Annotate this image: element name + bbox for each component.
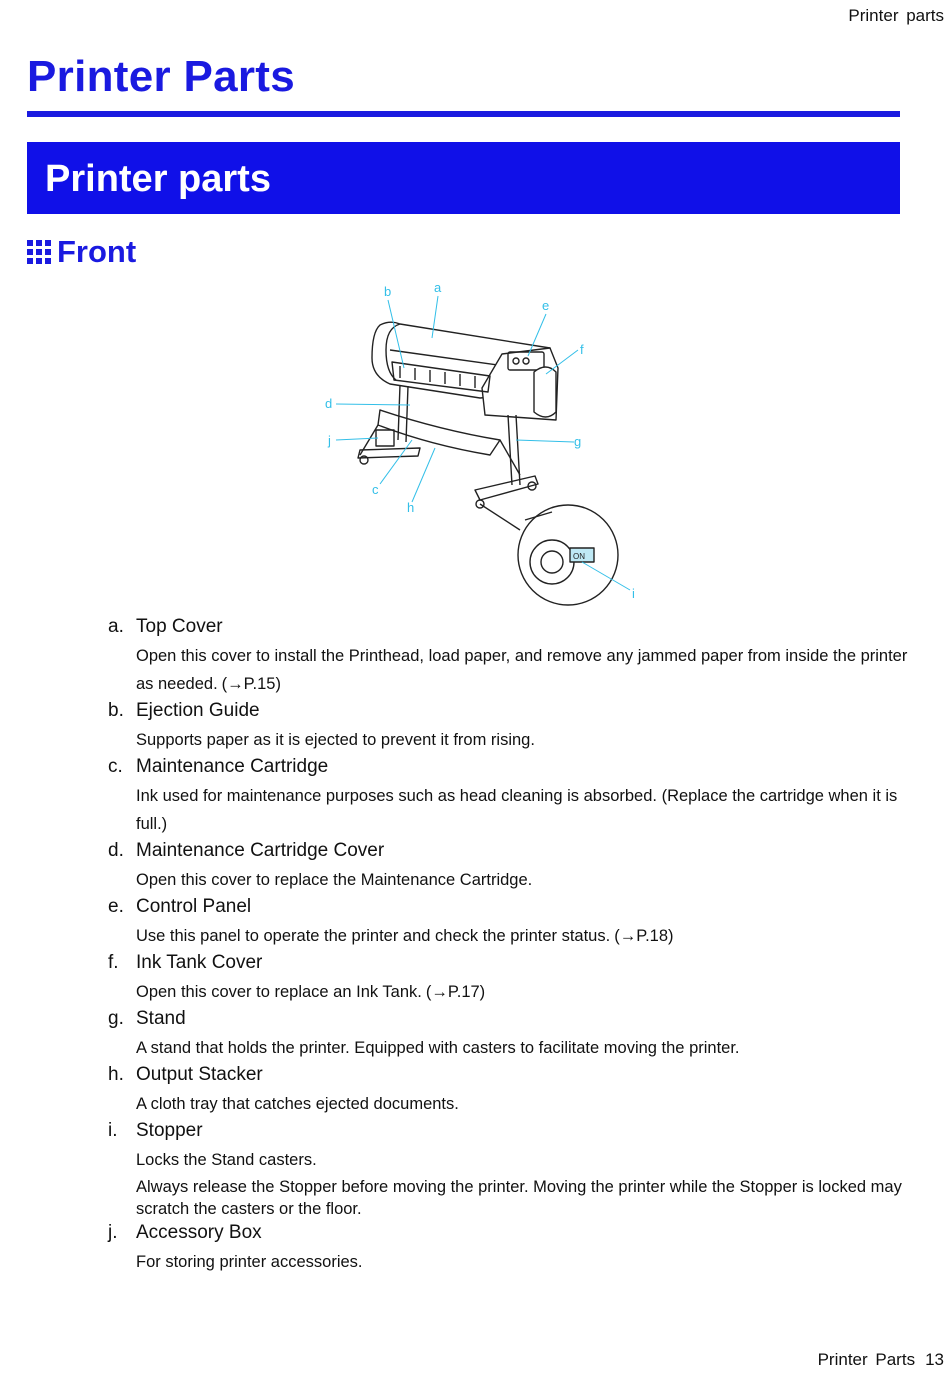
part-note: Always release the Stopper before moving the printer. Moving the printer while the Stopper is locked may scratch the casters or the floor. <box>136 1178 902 1218</box>
part-description: A cloth tray that catches ejected documents. <box>136 1095 459 1113</box>
part-description: For storing printer accessories. <box>136 1253 363 1271</box>
section-title: Printer parts <box>45 158 271 200</box>
section-band <box>27 142 900 214</box>
running-header: Printer parts <box>848 6 944 25</box>
page-reference-link[interactable]: (→P.17) <box>425 983 486 1001</box>
page-number: 13 <box>925 1350 944 1369</box>
part-description: Ink used for maintenance purposes such as head cleaning is absorbed. (Replace the cartridge when it is full.) <box>136 787 898 833</box>
part-name: Accessory Box <box>136 1222 262 1243</box>
part-description: Use this panel to operate the printer and check the printer status. (→P.18) <box>136 927 674 945</box>
part-name: Output Stacker <box>136 1064 263 1085</box>
callout-e: e <box>542 298 550 313</box>
page-reference-link[interactable]: (→P.15) <box>221 675 281 693</box>
part-name: Stand <box>136 1008 186 1029</box>
printer-front-illustration <box>320 280 650 610</box>
page-reference-link[interactable]: (→P.18) <box>614 927 674 945</box>
callout-b: b <box>384 284 392 299</box>
list-item: b. Ejection Guide Supports paper as it is ejected to prevent it from rising. <box>108 698 908 754</box>
subsection-title: Front <box>57 234 137 269</box>
callout-c: c <box>372 482 379 497</box>
callout-a: a <box>434 280 442 295</box>
list-item: i. Stopper Locks the Stand casters. Always release the Stopper before moving the printer. Moving the printer while the Stopper is locked may scratch the casters or the floor. <box>108 1118 908 1220</box>
callout-h: h <box>407 500 415 515</box>
callout-g: g <box>574 434 582 449</box>
part-name: Maintenance Cartridge <box>136 756 329 777</box>
grid-icon <box>27 240 51 264</box>
list-item: g. Stand A stand that holds the printer. Equipped with casters to facilitate moving the printer. <box>108 1006 908 1062</box>
part-description: Open this cover to replace an Ink Tank. (→P.17) <box>136 983 486 1001</box>
running-footer <box>818 1350 944 1370</box>
part-description: Locks the Stand casters. <box>136 1151 317 1169</box>
title-rule <box>27 111 900 117</box>
list-item: h. Output Stacker A cloth tray that catches ejected documents. <box>108 1062 908 1118</box>
part-description: A stand that holds the printer. Equipped with casters to facilitate moving the printer. <box>136 1039 740 1057</box>
stopper-on-label: ON <box>573 552 585 561</box>
footer-section: Printer Parts <box>817 1350 916 1369</box>
list-item: e. Control Panel Use this panel to operate the printer and check the printer status. (→P.18) <box>108 894 908 950</box>
callout-d: d <box>325 396 333 411</box>
page-title: Printer Parts <box>27 52 296 101</box>
list-item: j. Accessory Box For storing printer accessories. <box>108 1220 908 1276</box>
part-description: Supports paper as it is ejected to prevent it from rising. <box>136 731 535 749</box>
callout-j: j <box>328 433 331 448</box>
parts-list <box>108 614 908 1276</box>
part-name: Maintenance Cartridge Cover <box>136 840 385 861</box>
callout-i: i <box>632 586 635 601</box>
part-name: Stopper <box>136 1120 203 1141</box>
part-name: Top Cover <box>136 616 223 637</box>
part-name: Ejection Guide <box>136 700 260 721</box>
list-item: d. Maintenance Cartridge Cover Open this cover to replace the Maintenance Cartridge. <box>108 838 908 894</box>
list-item: f. Ink Tank Cover Open this cover to replace an Ink Tank. (→P.17) <box>108 950 908 1006</box>
callout-f: f <box>580 342 584 357</box>
subsection-heading <box>27 234 136 270</box>
part-name: Ink Tank Cover <box>136 952 263 973</box>
list-item: c. Maintenance Cartridge Ink used for maintenance purposes such as head cleaning is absorbed. (Replace the cartridge when it is full.) <box>108 754 908 838</box>
part-description: Open this cover to install the Printhead, load paper, and remove any jammed paper from inside the printer as needed. (→P.15) <box>136 647 908 693</box>
part-name: Control Panel <box>136 896 252 917</box>
part-description: Open this cover to replace the Maintenance Cartridge. <box>136 871 533 889</box>
list-item: a. Top Cover Open this cover to install the Printhead, load paper, and remove any jammed paper from inside the printer as needed. (→P.15) <box>108 614 908 698</box>
